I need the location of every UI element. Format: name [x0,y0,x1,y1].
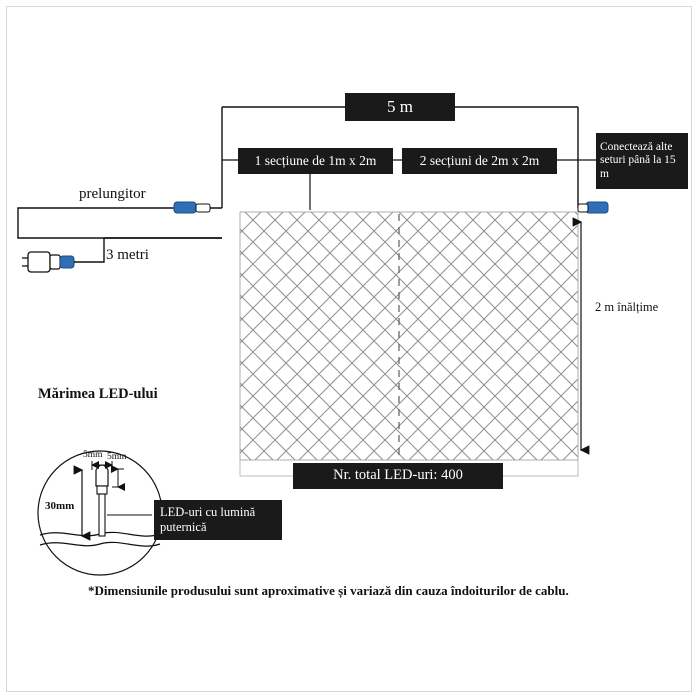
connector-left-icon [174,202,210,213]
label-section-one: 1 secțiune de 1m x 2m [238,148,393,174]
label-led-size-title: Mărimea LED-ului [38,386,158,402]
label-led-width: 5mm [83,450,103,460]
label-total-leds: Nr. total LED-uri: 400 [293,463,503,489]
label-led-height: 5mm [107,452,127,462]
connector-right-icon [578,202,608,213]
label-connect-more-sets: Conectează alte seturi până la 15 m [596,133,688,189]
label-extension-cord: prelungitor [79,186,146,202]
label-net-height: 2 m înălțime [595,300,659,314]
led-size-illustration [38,451,162,575]
led-net-mesh [240,212,578,476]
label-total-width: 5 m [345,93,455,121]
label-led-depth: 30mm [45,500,75,512]
label-section-two: 2 secțiuni de 2m x 2m [402,148,557,174]
label-footnote: *Dimensiunile produsului sunt aproximative și variază din cauza îndoiturilor de cablu. [88,583,569,598]
label-cord-length: 3 metri [106,247,149,263]
label-bright-leds: LED-uri cu lumină puternică [154,500,282,540]
